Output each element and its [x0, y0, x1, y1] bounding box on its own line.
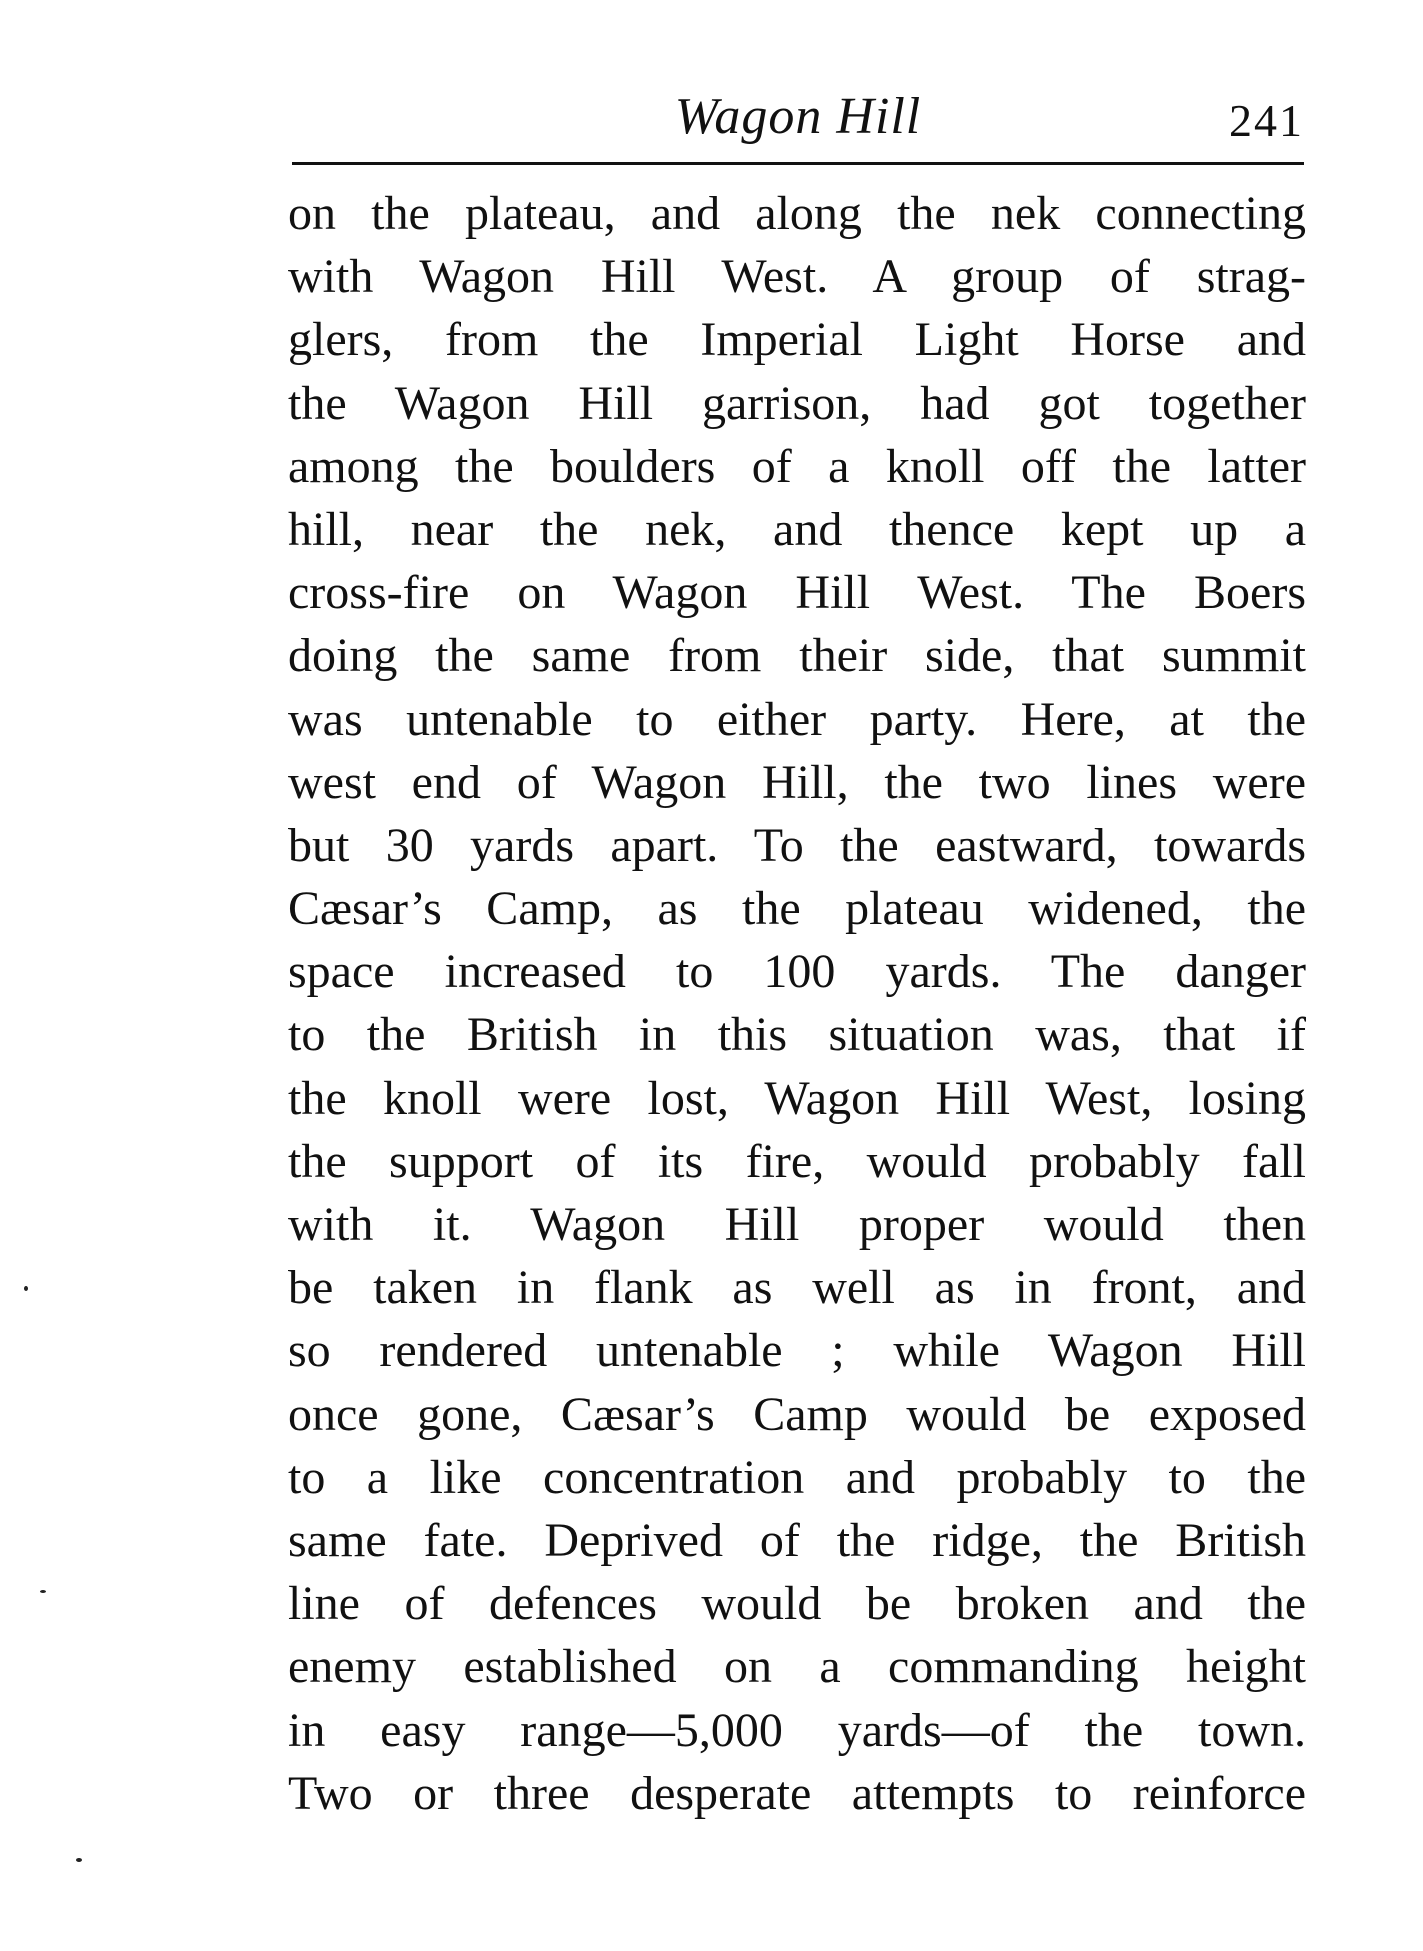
text-line: to the British in this situation was, that if [288, 1008, 1306, 1062]
text-line: doing the same from their side, that summit [288, 629, 1306, 683]
text-line: glers, from the Imperial Light Horse and [288, 313, 1306, 367]
text-line: Two or three desperate attempts to reinforce [288, 1766, 1306, 1820]
print-speck [76, 1858, 82, 1862]
text-line: west end of Wagon Hill, the two lines were [288, 755, 1306, 809]
text-line: with it. Wagon Hill proper would then [288, 1198, 1306, 1251]
text-line: enemy established on a commanding height [288, 1640, 1306, 1694]
text-line: same fate. Deprived of the ridge, the British [288, 1513, 1306, 1567]
running-title: Wagon Hill [674, 88, 922, 145]
text-line: Cæsar’s Camp, as the plateau widened, the [288, 882, 1306, 936]
text-line: once gone, Cæsar’s Camp would be exposed [288, 1387, 1306, 1441]
page-number: 241 [1229, 95, 1304, 146]
text-line: the Wagon Hill garrison, had got together [288, 376, 1306, 430]
page-header [292, 82, 1304, 152]
text-line: with Wagon Hill West. A group of strag- [288, 250, 1306, 304]
text-line: be taken in flank as well as in front, and [288, 1261, 1306, 1315]
text-line: the support of its fire, would probably fall [288, 1134, 1306, 1188]
text-line: space increased to 100 yards. The danger [288, 945, 1306, 999]
body-text [288, 182, 1306, 1825]
text-line: was untenable to either party. Here, at the [288, 692, 1306, 746]
text-line: so rendered untenable ; while Wagon Hill [288, 1324, 1306, 1378]
text-line: cross-fire on Wagon Hill West. The Boers [288, 566, 1306, 620]
text-line: hill, near the nek, and thence kept up a [288, 502, 1306, 556]
text-line: the knoll were lost, Wagon Hill West, losing [288, 1071, 1306, 1125]
print-speck [24, 1286, 28, 1291]
text-line: line of defences would be broken and the [288, 1577, 1306, 1631]
text-line: to a like concentration and probably to the [288, 1450, 1306, 1504]
text-line: among the boulders of a knoll off the latter [288, 439, 1306, 493]
header-rule [292, 162, 1304, 165]
text-line: on the plateau, and along the nek connecting [288, 187, 1306, 240]
print-speck [40, 1590, 46, 1593]
text-line: in easy range—5,000 yards—of the town. [288, 1703, 1306, 1757]
text-line: but 30 yards apart. To the eastward, towards [288, 818, 1306, 872]
